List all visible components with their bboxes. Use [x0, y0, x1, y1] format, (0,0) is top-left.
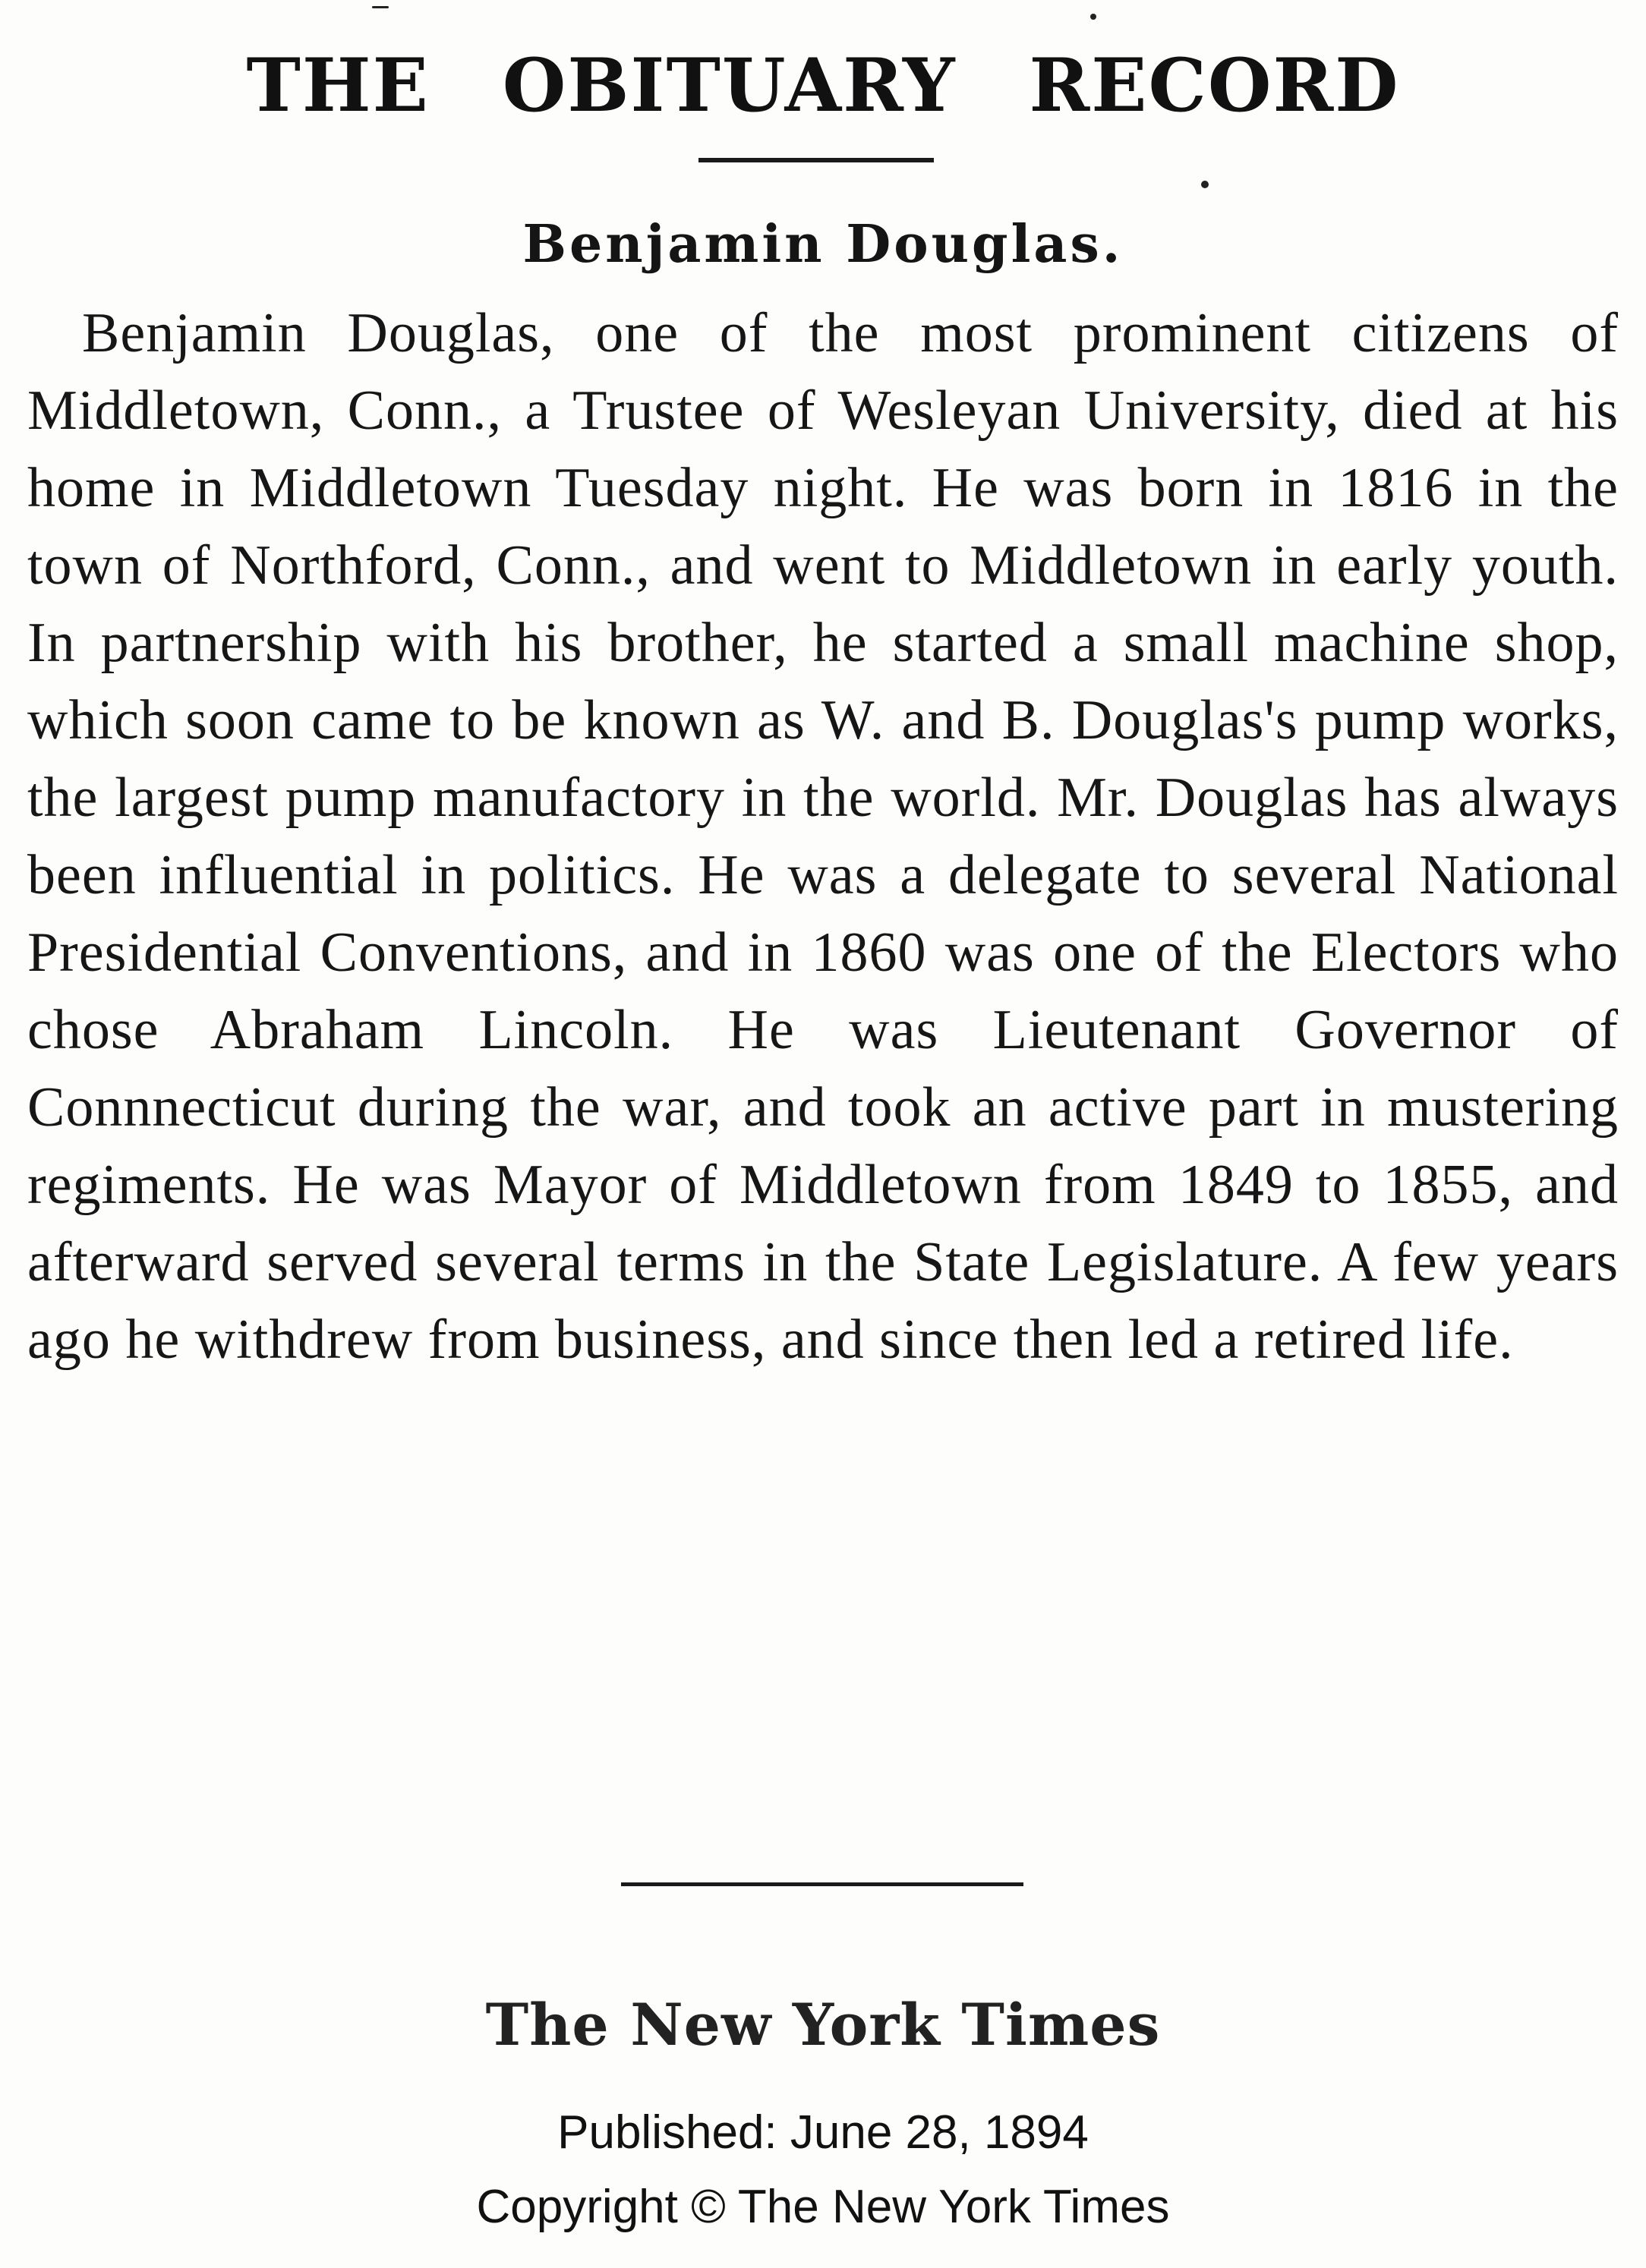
- publication-date: Published: June 28, 1894: [557, 2106, 1089, 2159]
- obituary-name-heading: Benjamin Douglas.: [522, 214, 1124, 275]
- copyright-notice: Copyright © The New York Times: [476, 2181, 1170, 2233]
- heading-word: OBITUARY: [502, 43, 957, 128]
- section-heading: [0, 36, 1646, 135]
- article-body-text: Benjamin Douglas, one of the most prominent citizens of Middletown, Conn., a Trustee of Wesleyan University, died at his home in Middletown Tuesday night. He was born in 1816 in the town of Northford, Conn., and went to Middletown in early youth. In partnership with his brother, he started a small machine shop, which soon came to be known as W. and B. Douglas's pump works, the largest pump manufactory in the world. Mr. Douglas has always been influential in politics. He was a delegate to several National Presidential Conventions, and in 1860 was one of the Electors who chose Abraham Lincoln. He was Lieutenant Governor of Connnecticut during the war, and took an active part in mustering regiments. He was Mayor of Middletown from 1849 to 1855, and afterward served several terms in the State Legislature. A few years ago he withdrew from business, and since then led a retired life.: [27, 302, 1619, 1371]
- ink-speck: [1201, 181, 1209, 188]
- newspaper-masthead: The New York Times: [485, 1991, 1161, 2059]
- heading-word: THE: [246, 43, 430, 128]
- divider-rule: [698, 158, 934, 162]
- ink-speck: [372, 6, 389, 8]
- end-rule: [621, 1882, 1023, 1886]
- heading-word: RECORD: [1029, 43, 1400, 128]
- article-body: [27, 295, 1619, 1378]
- ink-speck: [1090, 14, 1096, 20]
